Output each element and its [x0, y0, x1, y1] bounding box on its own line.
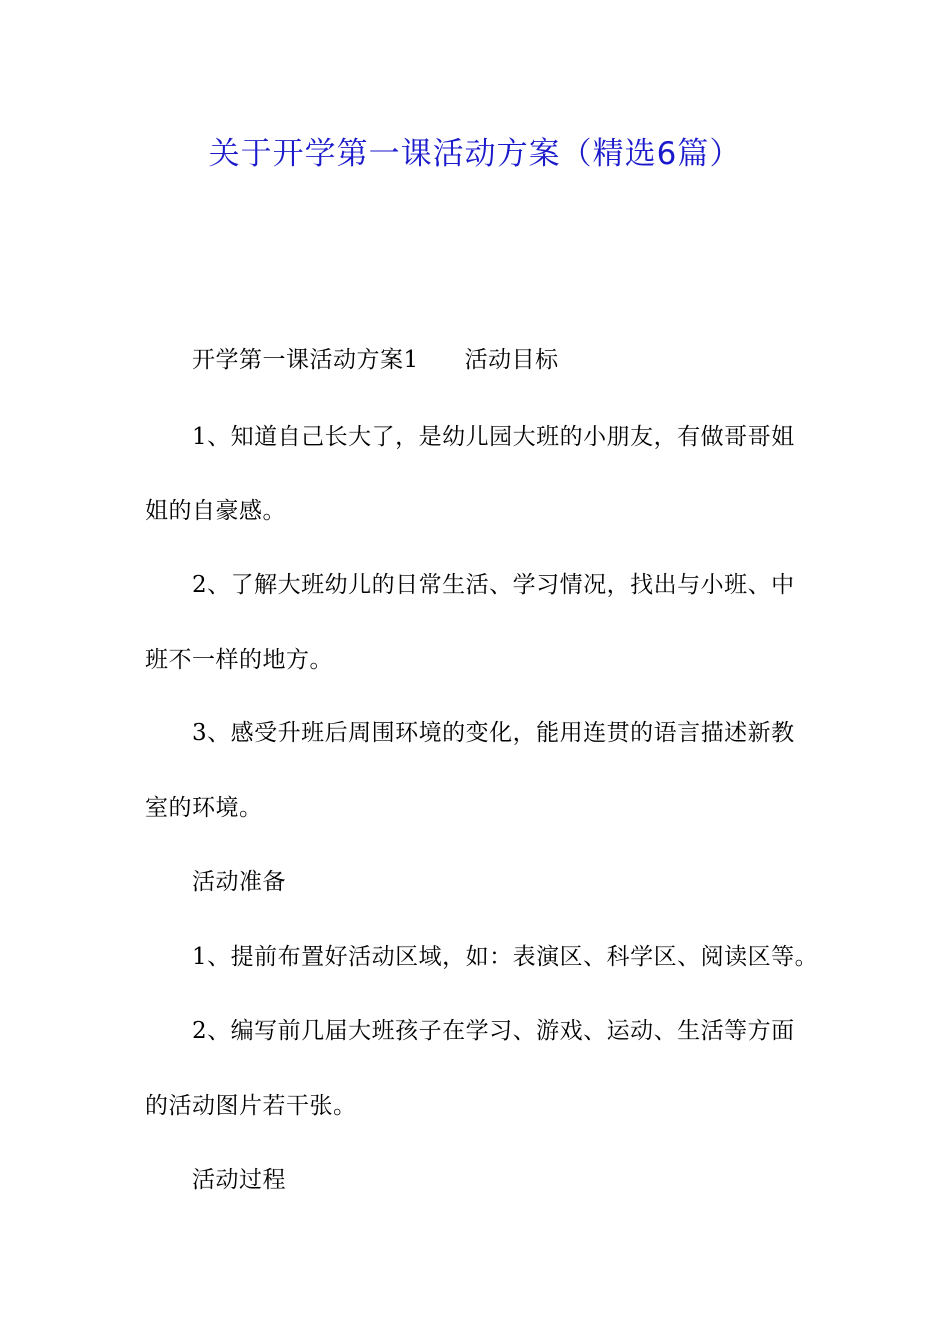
objectives-heading: 活动目标	[464, 347, 559, 373]
paragraph-line: 的活动图片若干张。	[145, 1093, 357, 1119]
plan-heading: 开学第一课活动方案1	[192, 347, 419, 373]
section-heading: 活动过程	[192, 1167, 286, 1193]
section-heading-line	[192, 345, 559, 375]
paragraph-line: 班不一样的地方。	[145, 647, 333, 673]
paragraph-line: 2、编写前几届大班孩子在学习、游戏、运动、生活等方面	[192, 1018, 795, 1044]
paragraph-line: 室的环境。	[145, 795, 263, 821]
paragraph-line: 1、知道自己长大了，是幼儿园大班的小朋友，有做哥哥姐	[192, 424, 795, 450]
paragraph-line: 1、提前布置好活动区域，如：表演区、科学区、阅读区等。	[192, 944, 819, 970]
paragraph-line: 3、感受升班后周围环境的变化，能用连贯的语言描述新教	[192, 720, 795, 746]
paragraph-line: 姐的自豪感。	[145, 498, 286, 524]
section-heading: 活动准备	[192, 869, 286, 895]
paragraph-line: 2、了解大班幼儿的日常生活、学习情况，找出与小班、中	[192, 572, 795, 598]
document-title: 关于开学第一课活动方案（精选6篇）	[208, 136, 742, 172]
